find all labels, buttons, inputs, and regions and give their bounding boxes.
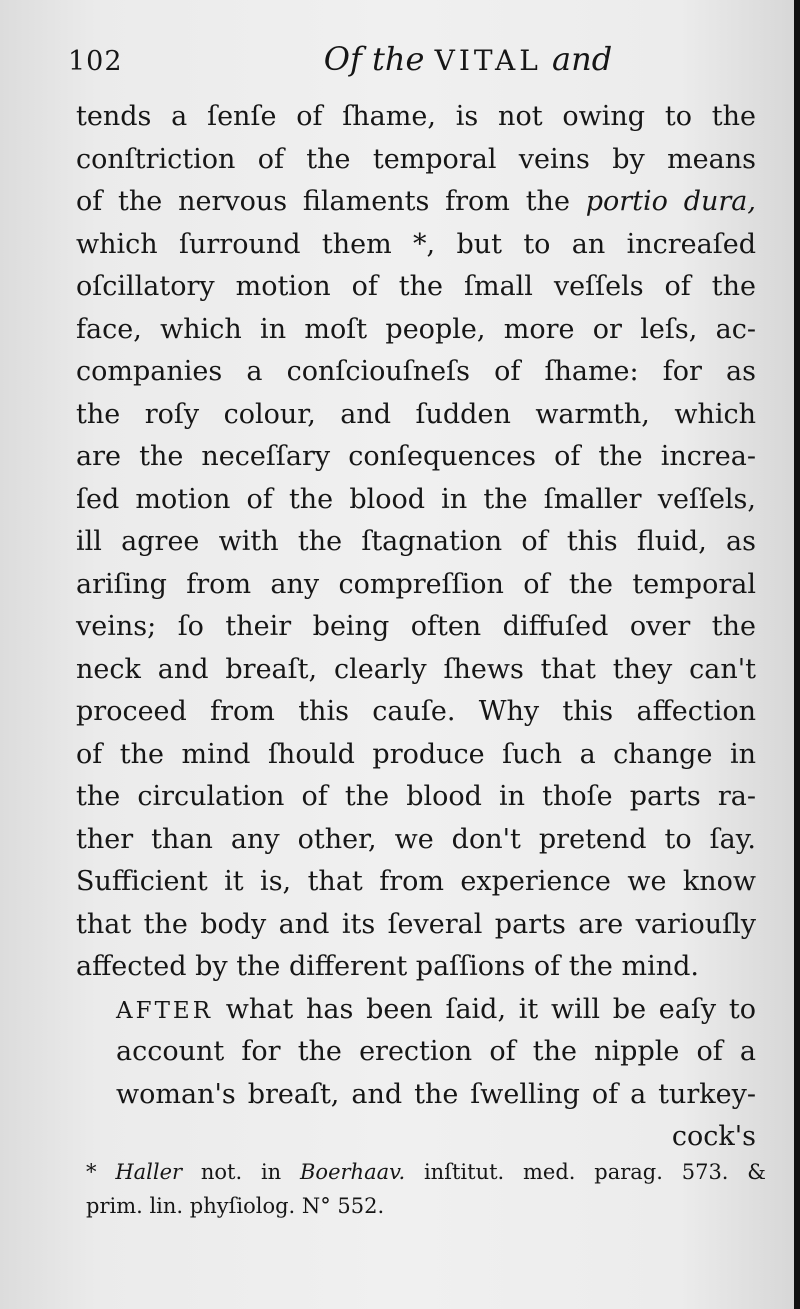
- text-line: companies a conſciouſneſs of ſhame: for as: [76, 356, 756, 387]
- text-line: oſcillatory motion of the ſmall veſſels of the: [76, 271, 756, 302]
- page-header: [68, 40, 748, 84]
- text-line: ariſing from any compreſſion of the temporal: [76, 568, 756, 600]
- text-line: neck and breaſt, clearly ſhews that they can't: [76, 653, 756, 685]
- text-line: ill agree with the ſtagnation of this fluid, as: [76, 526, 756, 557]
- footnote-text: not. in: [200, 1160, 282, 1184]
- footnote: [86, 1155, 766, 1223]
- footnote-work: Boerhaav.: [300, 1160, 406, 1184]
- text-line: veins; ſo their being often diffuſed over the: [76, 611, 756, 642]
- page-edge-shadow: [794, 0, 800, 1309]
- footnote-line: [86, 1155, 766, 1189]
- footnote-text: inſtitut. med. parag. 573. &: [423, 1160, 766, 1184]
- smallcaps-word: AFTER: [116, 997, 214, 1024]
- catchword: cock's: [671, 1121, 756, 1152]
- footnote-mark: *: [86, 1160, 97, 1184]
- text-line-rest: what has been ſaid, it will be eaſy to: [225, 993, 756, 1025]
- text-line: are the neceſſary conſequences of the increa-: [76, 441, 756, 472]
- text-line: ſed motion of the blood in the ſmaller veſſels,: [76, 483, 756, 515]
- text-line: which ſurround them *, but to an increaſed: [76, 228, 756, 260]
- text-line: [76, 181, 756, 224]
- footnote-line: prim. lin. phyſiolog. N° 552.: [86, 1194, 385, 1218]
- text-line: of the mind ſhould produce ſuch a change in: [76, 738, 756, 770]
- footnote-author: Haller: [115, 1160, 183, 1184]
- text-line: account for the erection of the nipple of a: [116, 1036, 756, 1067]
- running-head-vital: VITAL: [434, 44, 542, 77]
- running-head: [258, 40, 678, 78]
- running-head-and: and: [552, 40, 613, 78]
- page-number: 102: [68, 46, 123, 77]
- text-line: proceed from this cauſe. Why this affection: [76, 696, 756, 727]
- text-line: tends a ſenſe of ſhame, is not owing to the: [76, 101, 756, 132]
- paragraph-start-line: [76, 989, 756, 1032]
- text-line: affected by the different paſſions of the mind.: [76, 951, 699, 982]
- italic-term: portio dura,: [585, 186, 756, 217]
- text-line: face, which in moſt people, more or leſs, ac-: [76, 313, 756, 345]
- body-text: [76, 96, 756, 1159]
- text-line: the circulation of the blood in thoſe parts ra-: [76, 781, 756, 812]
- text-line: that the body and its ſeveral parts are variouſly: [76, 908, 756, 940]
- text-line: Sufficient it is, that from experience we know: [76, 866, 756, 897]
- text-line: conſtriction of the temporal veins by means: [76, 143, 756, 175]
- text-line: the roſy colour, and ſudden warmth, which: [76, 398, 756, 430]
- text-line: woman's breaſt, and the ſwelling of a turkey-: [116, 1078, 756, 1110]
- running-head-of-the: Of the: [323, 40, 425, 78]
- text-line-start: of the nervous filaments from the: [76, 186, 570, 217]
- text-line: ther than any other, we don't pretend to ſay.: [76, 823, 756, 855]
